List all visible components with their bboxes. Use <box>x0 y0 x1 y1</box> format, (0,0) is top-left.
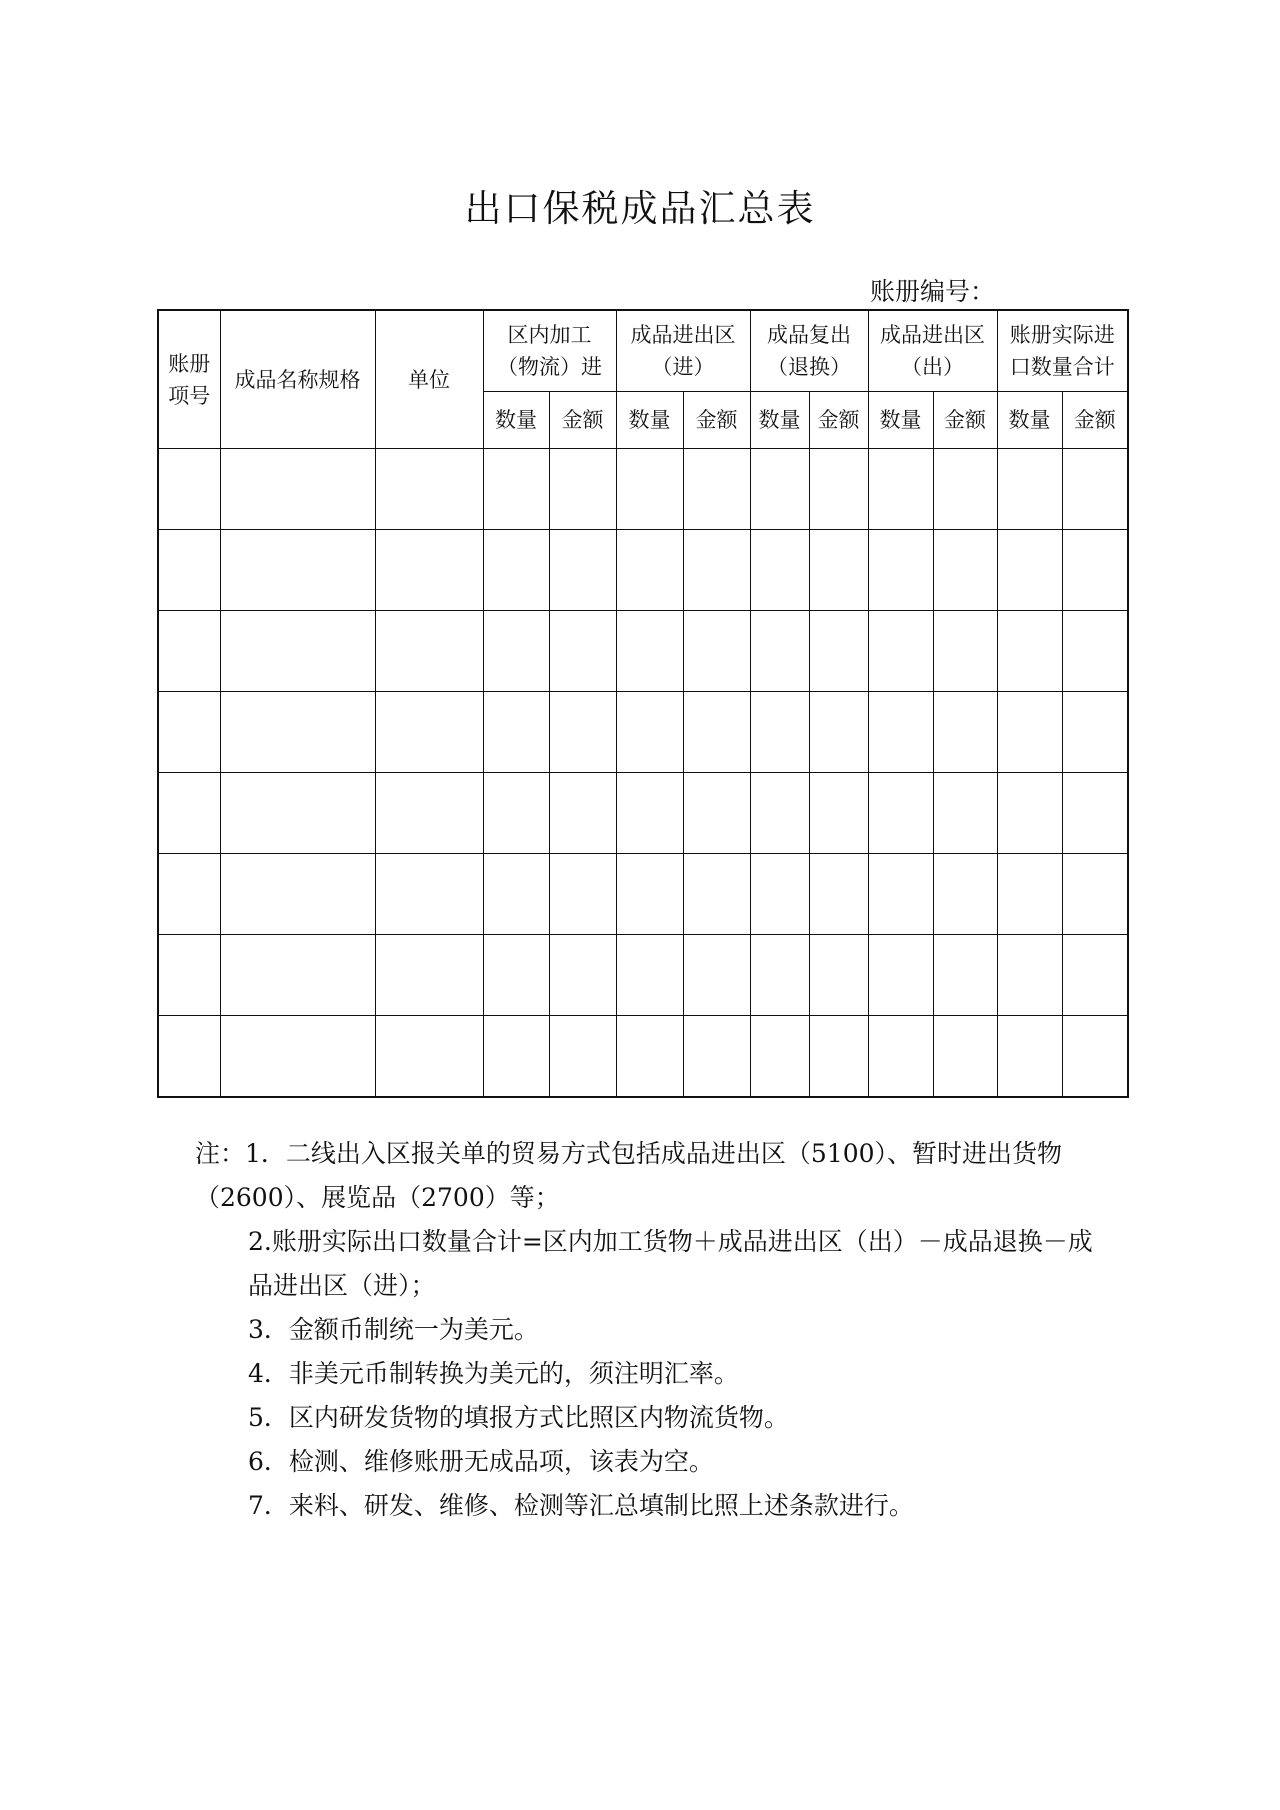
table-cell[interactable] <box>683 935 750 1016</box>
table-cell[interactable] <box>220 530 375 611</box>
table-cell[interactable] <box>616 449 683 530</box>
table-cell[interactable] <box>868 773 933 854</box>
table-cell[interactable] <box>868 692 933 773</box>
table-row <box>158 692 1128 773</box>
ledger-number-label: 账册编号： <box>870 277 996 306</box>
table-cell[interactable] <box>220 692 375 773</box>
table-cell[interactable] <box>750 854 809 935</box>
table-cell[interactable] <box>220 611 375 692</box>
table-cell[interactable] <box>1062 935 1128 1016</box>
table-cell[interactable] <box>683 854 750 935</box>
table-row <box>158 449 1128 530</box>
table-row <box>158 935 1128 1016</box>
table-cell[interactable] <box>868 611 933 692</box>
table-cell[interactable] <box>809 854 868 935</box>
table-cell[interactable] <box>375 611 483 692</box>
table-row <box>158 773 1128 854</box>
summary-table <box>157 309 1129 1098</box>
table-row <box>158 611 1128 692</box>
table-cell[interactable] <box>483 449 549 530</box>
header-qty: 数量 <box>483 392 549 449</box>
header-item-number: 账册 项号 <box>158 310 220 449</box>
page-title: 出口保税成品汇总表 <box>464 187 816 230</box>
table-cell[interactable] <box>616 935 683 1016</box>
table-cell[interactable] <box>868 935 933 1016</box>
table-cell[interactable] <box>750 449 809 530</box>
table-cell[interactable] <box>809 449 868 530</box>
header-qty: 数量 <box>616 392 683 449</box>
table-cell[interactable] <box>809 611 868 692</box>
table-cell[interactable] <box>933 773 997 854</box>
header-amount: 金额 <box>933 392 997 449</box>
header-qty: 数量 <box>750 392 809 449</box>
table-cell[interactable] <box>750 935 809 1016</box>
table-cell[interactable] <box>220 854 375 935</box>
table-cell[interactable] <box>997 854 1062 935</box>
table-cell[interactable] <box>483 692 549 773</box>
table-cell[interactable] <box>809 1016 868 1098</box>
table-cell[interactable] <box>483 854 549 935</box>
table-cell[interactable] <box>158 449 220 530</box>
table-cell[interactable] <box>549 773 616 854</box>
table-cell[interactable] <box>750 530 809 611</box>
header-amount: 金额 <box>549 392 616 449</box>
note-item: 5．区内研发货物的填报方式比照区内物流货物。 <box>248 1403 789 1432</box>
table-cell[interactable] <box>997 773 1062 854</box>
table-cell[interactable] <box>220 449 375 530</box>
table-cell[interactable] <box>683 773 750 854</box>
table-cell[interactable] <box>616 692 683 773</box>
table-cell[interactable] <box>616 530 683 611</box>
table-cell[interactable] <box>809 692 868 773</box>
table-cell[interactable] <box>549 935 616 1016</box>
table-cell[interactable] <box>158 530 220 611</box>
table-cell[interactable] <box>158 1016 220 1098</box>
table-cell[interactable] <box>933 692 997 773</box>
note-item: 6．检测、维修账册无成品项，该表为空。 <box>248 1447 714 1476</box>
header-qty: 数量 <box>868 392 933 449</box>
header-group-zone-in: 成品进出区 （进） <box>616 310 750 392</box>
note-item: 2.账册实际出口数量合计=区内加工货物＋成品进出区（出）－成品退换－成品进出区（进）； <box>248 1227 1093 1300</box>
table-cell[interactable] <box>683 1016 750 1098</box>
table-cell[interactable] <box>616 611 683 692</box>
table-row <box>158 530 1128 611</box>
table-row <box>158 854 1128 935</box>
header-product-name: 成品名称规格 <box>220 310 375 449</box>
table-cell[interactable] <box>683 692 750 773</box>
table-cell[interactable] <box>375 692 483 773</box>
note-item: 4．非美元币制转换为美元的，须注明汇率。 <box>248 1359 739 1388</box>
table-cell[interactable] <box>868 530 933 611</box>
table-cell[interactable] <box>809 773 868 854</box>
table-cell[interactable] <box>997 935 1062 1016</box>
table-cell[interactable] <box>868 449 933 530</box>
table-cell[interactable] <box>1062 611 1128 692</box>
table-cell[interactable] <box>1062 449 1128 530</box>
table-cell[interactable] <box>549 530 616 611</box>
header-amount: 金额 <box>1062 392 1128 449</box>
table-cell[interactable] <box>683 611 750 692</box>
table-cell[interactable] <box>158 854 220 935</box>
table-cell[interactable] <box>1062 692 1128 773</box>
note-item: 7．来料、研发、维修、检测等汇总填制比照上述条款进行。 <box>248 1491 914 1520</box>
table-cell[interactable] <box>750 1016 809 1098</box>
table-cell[interactable] <box>933 530 997 611</box>
table-cell[interactable] <box>750 773 809 854</box>
table-cell[interactable] <box>158 611 220 692</box>
table-cell[interactable] <box>997 611 1062 692</box>
table-cell[interactable] <box>158 935 220 1016</box>
table-cell[interactable] <box>375 935 483 1016</box>
table-cell[interactable] <box>868 1016 933 1098</box>
table-cell[interactable] <box>375 530 483 611</box>
table-cell[interactable] <box>549 854 616 935</box>
note-item: 3．金额币制统一为美元。 <box>248 1315 539 1344</box>
table-cell[interactable] <box>1062 773 1128 854</box>
header-group-return-exchange: 成品复出 （退换） <box>750 310 868 392</box>
table-cell[interactable] <box>683 449 750 530</box>
table-cell[interactable] <box>220 1016 375 1098</box>
table-cell[interactable] <box>483 530 549 611</box>
table-body <box>158 449 1128 1098</box>
table-cell[interactable] <box>616 854 683 935</box>
table-cell[interactable] <box>483 935 549 1016</box>
table-cell[interactable] <box>750 692 809 773</box>
table-cell[interactable] <box>868 854 933 935</box>
table-cell[interactable] <box>158 773 220 854</box>
table-cell[interactable] <box>616 1016 683 1098</box>
table-row <box>158 1016 1128 1098</box>
header-unit: 单位 <box>375 310 483 449</box>
table-cell[interactable] <box>616 773 683 854</box>
table-cell[interactable] <box>549 449 616 530</box>
table-cell[interactable] <box>375 773 483 854</box>
table-cell[interactable] <box>483 611 549 692</box>
note-item: 注：1．二线出入区报关单的贸易方式包括成品进出区（5100）、暂时进出货物（2600）、展览品（2700）等； <box>195 1139 1063 1212</box>
table-cell[interactable] <box>375 854 483 935</box>
table-cell[interactable] <box>220 773 375 854</box>
table-cell[interactable] <box>1062 854 1128 935</box>
table-cell[interactable] <box>220 935 375 1016</box>
table-cell[interactable] <box>483 1016 549 1098</box>
header-amount: 金额 <box>809 392 868 449</box>
table-cell[interactable] <box>997 530 1062 611</box>
table-cell[interactable] <box>375 1016 483 1098</box>
table-cell[interactable] <box>809 935 868 1016</box>
table-cell[interactable] <box>933 854 997 935</box>
table-cell[interactable] <box>933 1016 997 1098</box>
table-cell[interactable] <box>997 449 1062 530</box>
table-cell[interactable] <box>1062 1016 1128 1098</box>
header-group-zone-out: 成品进出区 （出） <box>868 310 997 392</box>
notes-section <box>195 1132 1095 1528</box>
table-cell[interactable] <box>809 530 868 611</box>
table-cell[interactable] <box>683 530 750 611</box>
table-cell[interactable] <box>997 1016 1062 1098</box>
table-cell[interactable] <box>483 773 549 854</box>
header-group-processing-in: 区内加工 （物流）进 <box>483 310 616 392</box>
table-cell[interactable] <box>549 611 616 692</box>
table-cell[interactable] <box>375 449 483 530</box>
table-cell[interactable] <box>549 1016 616 1098</box>
table-cell[interactable] <box>1062 530 1128 611</box>
table-cell[interactable] <box>933 611 997 692</box>
table-cell[interactable] <box>933 449 997 530</box>
header-group-total: 账册实际进 口数量合计 <box>997 310 1128 392</box>
table-cell[interactable] <box>750 611 809 692</box>
table-cell[interactable] <box>158 692 220 773</box>
table-cell[interactable] <box>997 692 1062 773</box>
table-cell[interactable] <box>933 935 997 1016</box>
header-qty: 数量 <box>997 392 1062 449</box>
header-amount: 金额 <box>683 392 750 449</box>
table-cell[interactable] <box>549 692 616 773</box>
